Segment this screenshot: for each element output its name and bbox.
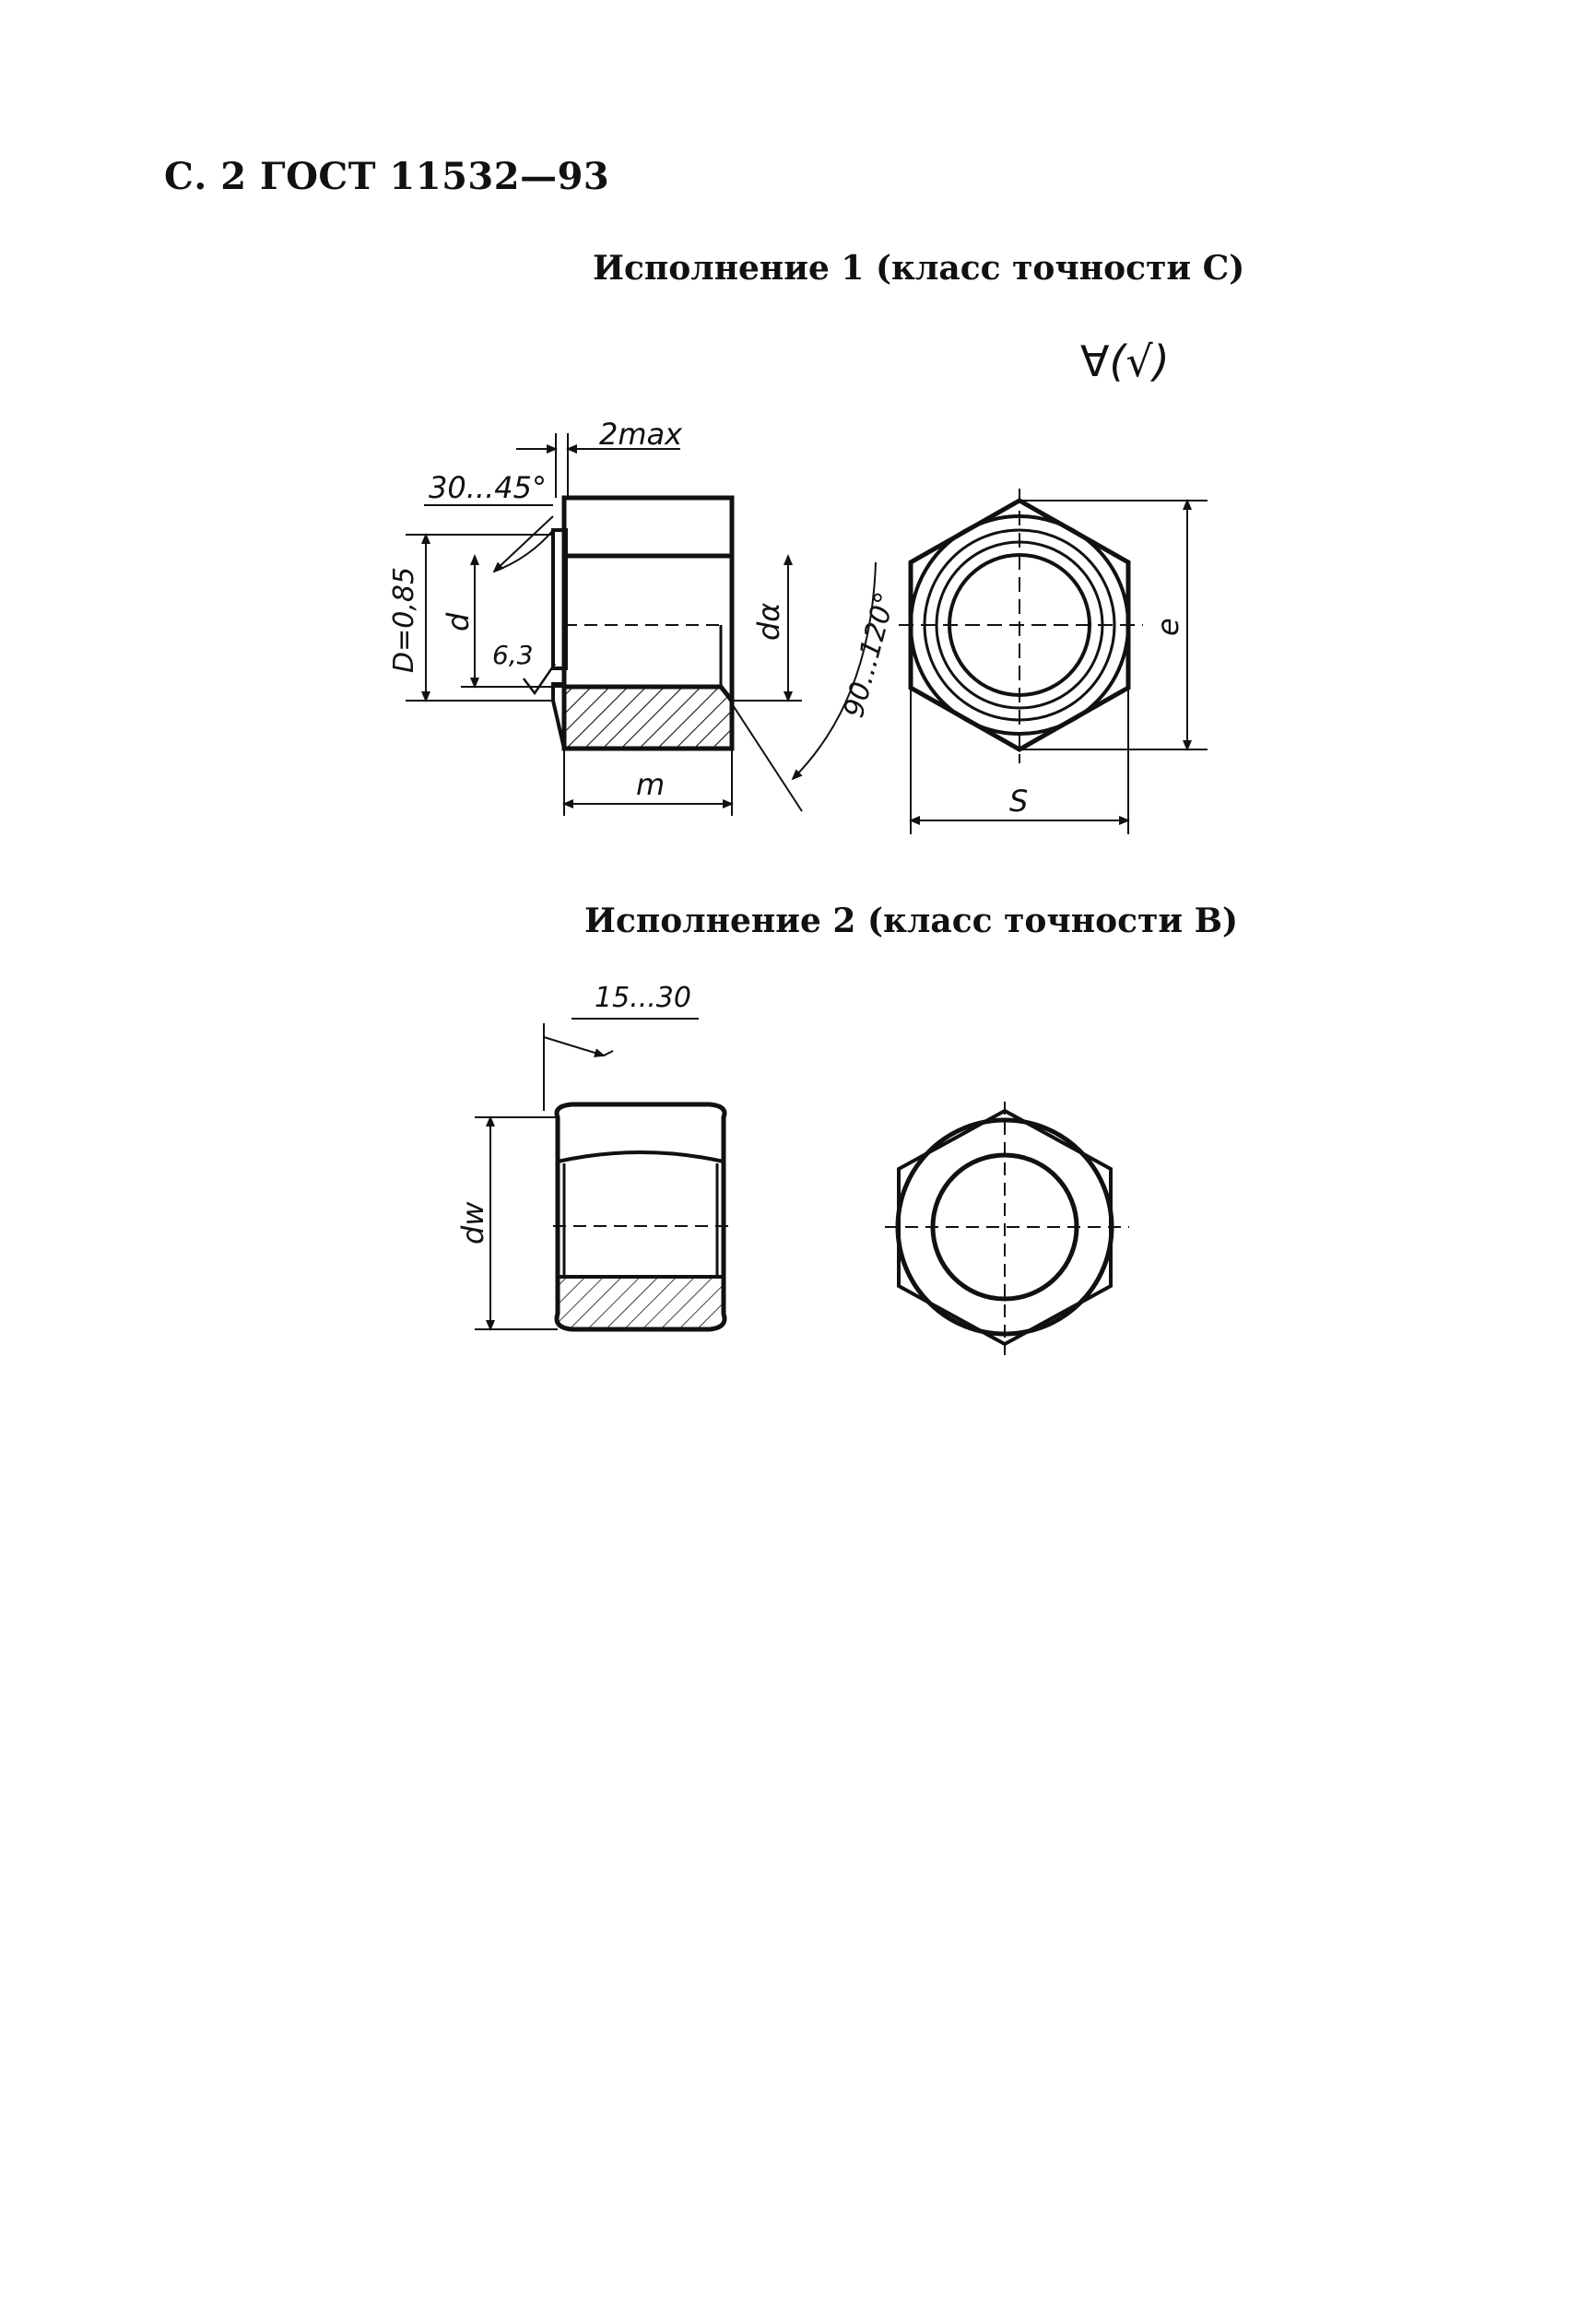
label-d: d: [441, 612, 476, 631]
nut2-hatched-section: [557, 1277, 725, 1329]
label-e: e: [1150, 618, 1185, 636]
label-chamfer-angle-15-30: 15...30: [595, 982, 691, 1014]
hatched-section: [564, 687, 732, 749]
nut2-chamfer-sides: [558, 1117, 724, 1162]
variant1-title: Исполнение 1 (класс точности С): [593, 249, 1245, 288]
label-countersink-angle: 90...120°: [837, 588, 902, 722]
label-2max: 2max: [599, 417, 683, 452]
page-header: С. 2 ГОСТ 11532—93: [164, 155, 610, 198]
variant2-title: Исполнение 2 (класс точности B): [584, 902, 1239, 940]
variant2-side-view: [475, 1019, 733, 1329]
nut2-angle-arrow: [544, 1037, 604, 1056]
nut2-chamfer-curve-top: [558, 1152, 724, 1162]
arrow-chamfer-angle: [494, 516, 553, 572]
label-m: m: [636, 767, 666, 802]
variant2-top-view: [885, 1102, 1129, 1355]
label-dalpha: dα: [751, 602, 786, 641]
label-D-085: D=0,85: [388, 566, 420, 673]
nut2-angle-tick: [604, 1051, 613, 1056]
label-chamfer-angle-30-45: 30...45°: [429, 470, 547, 505]
variant1-top-view: [899, 489, 1208, 834]
roughness-note: ∀(√): [1080, 336, 1170, 386]
label-dw: dw: [455, 1201, 490, 1245]
label-s: S: [1009, 784, 1029, 819]
arc-chamfer-angle: [494, 530, 553, 572]
label-roughness-6-3: 6,3: [492, 640, 534, 670]
